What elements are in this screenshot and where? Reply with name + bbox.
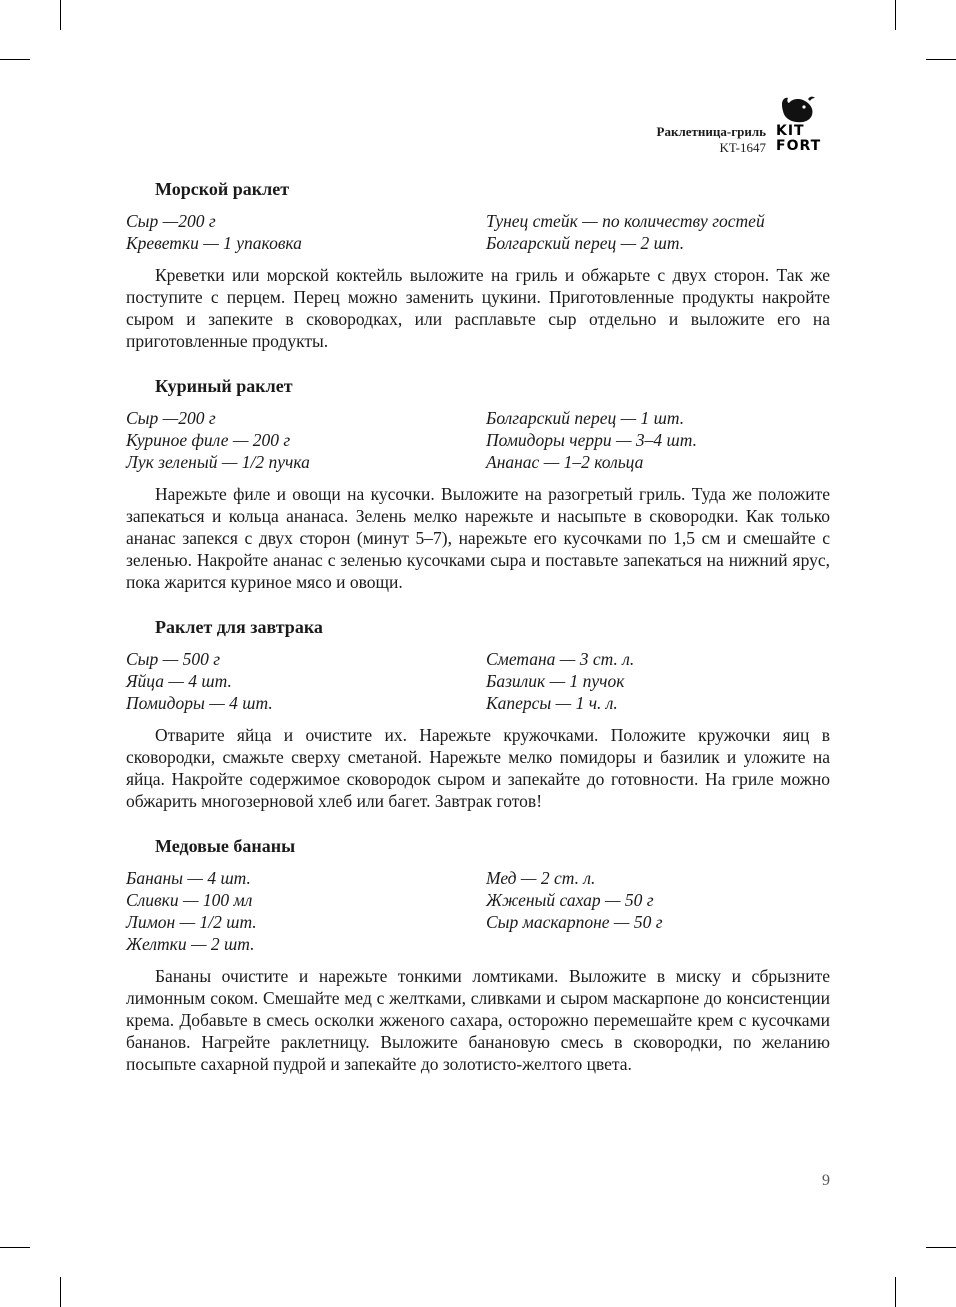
logo-line-kit: KIT bbox=[776, 123, 805, 139]
crop-mark bbox=[0, 59, 30, 60]
recipe-title: Куриный раклет bbox=[155, 376, 293, 396]
ingredient: Болгарский перец — 2 шт. bbox=[486, 233, 685, 253]
ingredient-list bbox=[126, 867, 830, 955]
whale-icon bbox=[778, 96, 818, 126]
crop-mark bbox=[60, 0, 61, 30]
recipe-title: Морской раклет bbox=[155, 179, 290, 199]
logo-wordmark bbox=[776, 124, 821, 154]
ingredient-list bbox=[126, 648, 830, 714]
recipe-section bbox=[126, 835, 830, 1075]
crop-mark bbox=[895, 0, 896, 30]
ingredient: Ананас — 1–2 кольца bbox=[486, 452, 644, 472]
ingredient-list bbox=[126, 210, 830, 254]
ingredient: Базилик — 1 пучок bbox=[486, 671, 625, 691]
page-number: 9 bbox=[822, 1172, 830, 1189]
ingredient: Желтки — 2 шт. bbox=[126, 934, 255, 954]
ingredient-column-left bbox=[126, 210, 470, 254]
ingredient-column-left bbox=[126, 867, 470, 955]
recipe-instructions: Креветки или морской коктейль выложите на гриль и обжарьте с двух сторон. Так же поступите с перцем. Перец можно заменить цукини. Приготовленные продукты накройте сыром и запеките в сковородках, или расплавьте сыр отдельно и выложите его на приготовленные продукты. bbox=[126, 265, 830, 351]
recipe-section bbox=[126, 375, 830, 593]
crop-mark bbox=[926, 59, 956, 60]
crop-mark bbox=[0, 1247, 30, 1248]
ingredient-list bbox=[126, 407, 830, 473]
recipe-title: Раклет для завтрака bbox=[155, 617, 323, 637]
crop-mark bbox=[895, 1277, 896, 1307]
ingredient: Сыр —200 г bbox=[126, 408, 216, 428]
ingredient: Помидоры черри — 3–4 шт. bbox=[486, 430, 697, 450]
ingredient: Сыр — 500 г bbox=[126, 649, 221, 669]
logo-line-fort: FORT bbox=[776, 138, 822, 154]
recipe-instructions: Нарежьте филе и овощи на кусочки. Выложите на разогретый гриль. Туда же положите запекаться и кольца ананаса. Зелень мелко нарежьте и насыпьте в сковородки. Как только ананас запекся с двух сторон (минут 5–7), нарежьте его кусочками по 1,5 см и смешайте с зеленью. Накройте ананас с зеленью кусочками сыра и поставьте запекаться на нижний ярус, пока жарится куриное мясо и овощи. bbox=[126, 484, 830, 592]
ingredient: Сыр маскарпоне — 50 г bbox=[486, 912, 663, 932]
ingredient: Помидоры — 4 шт. bbox=[126, 693, 273, 713]
header-text bbox=[657, 124, 766, 156]
page-header bbox=[530, 96, 830, 158]
recipe-title: Медовые бананы bbox=[155, 836, 296, 856]
recipe-instructions: Бананы очистите и нарежьте тонкими ломтиками. Выложите в миску и сбрызните лимонным соком. Смешайте мед с желтками, сливками и сыром маскарпоне до консистенции крема. Добавьте в смесь осколки жженого сахара, осторожно перемешайте крем с кусочками бананов. Нагрейте раклетницу. Выложите банановую смесь в сковородки, по желанию посыпьте сахарной пудрой и запекайте до золотисто-желтого цвета. bbox=[126, 966, 830, 1074]
ingredient: Креветки — 1 упаковка bbox=[126, 233, 302, 253]
ingredient-column-left bbox=[126, 407, 470, 473]
recipe-content bbox=[126, 178, 830, 1075]
ingredient: Каперсы — 1 ч. л. bbox=[486, 693, 618, 713]
crop-mark bbox=[926, 1247, 956, 1248]
ingredient: Сливки — 100 мл bbox=[126, 890, 253, 910]
ingredient: Бананы — 4 шт. bbox=[126, 868, 251, 888]
ingredient: Мед — 2 ст. л. bbox=[486, 868, 596, 888]
product-name: Раклетница-гриль bbox=[656, 124, 766, 139]
ingredient: Сметана — 3 ст. л. bbox=[486, 649, 635, 669]
ingredient: Болгарский перец — 1 шт. bbox=[486, 408, 685, 428]
ingredient: Лук зеленый — 1/2 пучка bbox=[126, 452, 310, 472]
ingredient: Тунец стейк — по количеству гостей bbox=[486, 211, 765, 231]
recipe-section bbox=[126, 616, 830, 812]
ingredient-column-right bbox=[470, 648, 830, 714]
ingredient: Жженый сахар — 50 г bbox=[486, 890, 654, 910]
crop-mark bbox=[60, 1277, 61, 1307]
ingredient: Лимон — 1/2 шт. bbox=[126, 912, 257, 932]
recipe-instructions: Отварите яйца и очистите их. Нарежьте кружочками. Положите кружочки яиц в сковородки, смажьте сверху сметаной. Нарежьте мелко помидоры и базилик и уложите на яйца. Накройте содержимое сковородок сыром и запекайте до готовности. На гриле можно обжарить многозерновой хлеб или багет. Завтрак готов! bbox=[126, 725, 830, 811]
ingredient: Яйца — 4 шт. bbox=[126, 671, 232, 691]
ingredient-column-right bbox=[470, 407, 830, 473]
ingredient-column-right bbox=[470, 210, 830, 254]
ingredient-column-left bbox=[126, 648, 470, 714]
model-number: KT-1647 bbox=[719, 140, 766, 155]
recipe-section bbox=[126, 178, 830, 352]
ingredient: Сыр —200 г bbox=[126, 211, 216, 231]
ingredient-column-right bbox=[470, 867, 830, 955]
kitfort-logo bbox=[770, 96, 830, 158]
ingredient: Куриное филе — 200 г bbox=[126, 430, 291, 450]
